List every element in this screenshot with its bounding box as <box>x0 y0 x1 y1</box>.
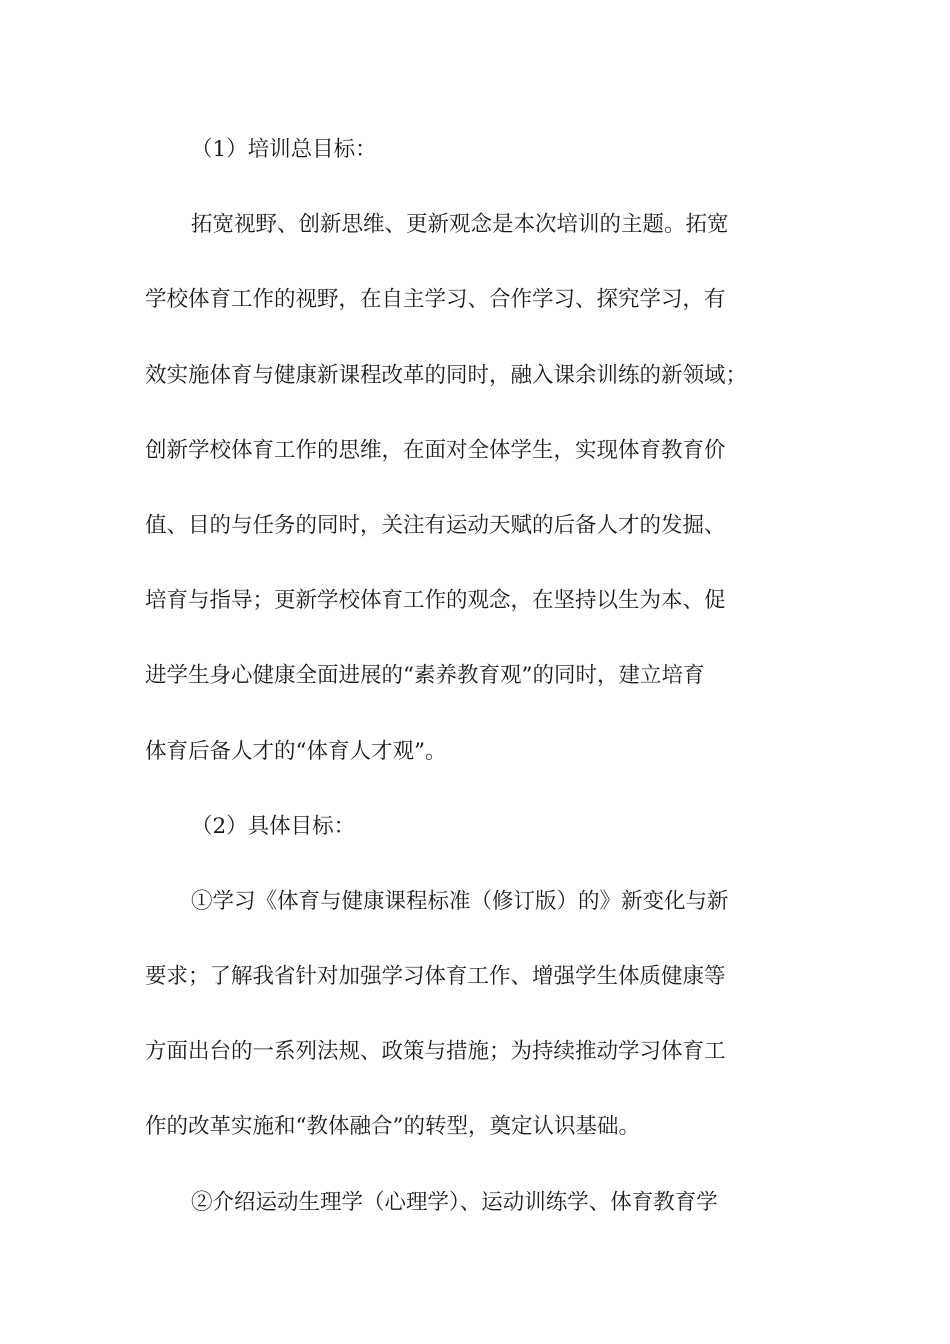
heading-specific-goals: （2）具体目标： <box>191 813 356 839</box>
paragraph-line: 进学生身心健康全面进展的“素养教育观”的同时，建立培育 <box>145 663 705 689</box>
heading-overall-goal: （1）培训总目标： <box>191 137 377 162</box>
list-item-line: ①学习《体育与健康课程标准（修订版）的》新变化与新 <box>191 888 729 914</box>
paragraph-line: 拓宽视野、创新思维、更新观念是本次培训的主题。拓宽 <box>191 212 729 238</box>
paragraph-line: 学校体育工作的视野，在自主学习、合作学习、探究学习，有 <box>145 287 726 313</box>
paragraph-line: 体育后备人才的“体育人才观”。 <box>145 738 447 764</box>
list-item-line: 方面出台的一系列法规、政策与措施；为持续推动学习体育工 <box>145 1039 726 1065</box>
list-item-line: 作的改革实施和“教体融合”的转型，奠定认识基础。 <box>145 1114 640 1140</box>
paragraph-line: 培育与指导；更新学校体育工作的观念，在坚持以生为本、促 <box>145 588 726 614</box>
list-item-line: 要求；了解我省针对加强学习体育工作、增强学生体质健康等 <box>145 964 726 990</box>
paragraph-line: 值、目的与任务的同时，关注有运动天赋的后备人才的发掘、 <box>145 512 726 538</box>
document-body <box>145 128 805 1256</box>
paragraph-line: 效实施体育与健康新课程改革的同时，融入课余训练的新领域； <box>145 362 748 388</box>
list-item-line: ②介绍运动生理学（心理学）、运动训练学、体育教育学 <box>191 1189 718 1215</box>
paragraph-line: 创新学校体育工作的思维，在面对全体学生，实现体育教育价 <box>145 437 726 463</box>
